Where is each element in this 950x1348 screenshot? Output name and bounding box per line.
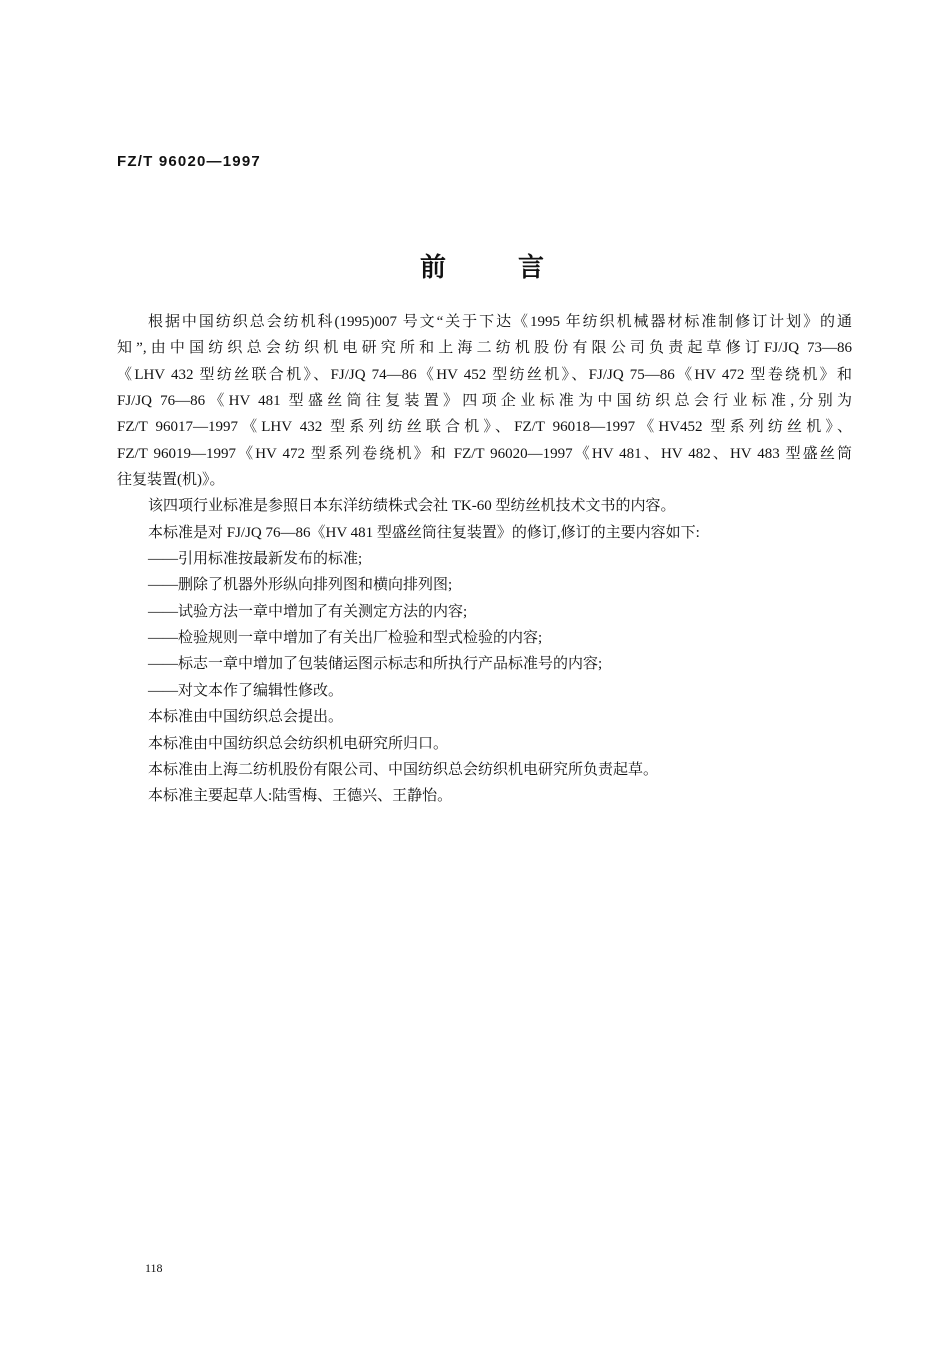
- title-char-qian: 前: [420, 253, 447, 283]
- list-item: ——检验规则一章中增加了有关出厂检验和型式检验的内容;: [148, 630, 543, 647]
- body-line: 往复装置(机)》。: [117, 472, 225, 489]
- body-line: 知”,由中国纺织总会纺织机电研究所和上海二纺机股份有限公司负责起草修订FJ/JQ 73—86: [117, 340, 852, 357]
- body-line: FZ/T 96019—1997《HV 472 型系列卷绕机》和 FZ/T 96020—1997《HV 481、HV 482、HV 483 型盛丝筒: [117, 445, 852, 462]
- foreword-body: [117, 309, 852, 810]
- list-item: ——试验方法一章中增加了有关测定方法的内容;: [148, 603, 468, 620]
- body-line: 本标准是对 FJ/JQ 76—86《HV 481 型盛丝筒往复装置》的修订,修订的主要内容如下:: [148, 524, 700, 541]
- body-line: 本标准由中国纺织总会提出。: [148, 709, 344, 726]
- body-line: 本标准由上海二纺机股份有限公司、中国纺织总会纺织机电研究所负责起草。: [148, 761, 659, 778]
- standard-number: FZ/T 96020—1997: [117, 153, 261, 170]
- body-line: 本标准主要起草人:陆雪梅、王德兴、王静怡。: [148, 788, 453, 805]
- body-line: FJ/JQ 76—86《HV 481 型盛丝筒往复装置》四项企业标准为中国纺织总会行业标准,分别为: [117, 393, 852, 410]
- body-line: FZ/T 96017—1997《LHV 432 型系列纺丝联合机》、FZ/T 96018—1997《HV452 型系列纺丝机》、: [117, 419, 852, 436]
- body-line: 该四项行业标准是参照日本东洋纺绩株式会社 TK-60 型纺丝机技术文书的内容。: [148, 498, 676, 515]
- list-item: ——标志一章中增加了包装储运图示标志和所执行产品标准号的内容;: [148, 656, 603, 673]
- body-line: 《LHV 432 型纺丝联合机》、FJ/JQ 74—86《HV 452 型纺丝机》、FJ/JQ 75—86《HV 472 型卷绕机》和: [117, 366, 852, 383]
- body-line: 本标准由中国纺织总会纺织机电研究所归口。: [148, 735, 449, 752]
- page-number: 118: [145, 1261, 163, 1275]
- list-item: ——引用标准按最新发布的标准;: [148, 551, 363, 568]
- list-item: ——删除了机器外形纵向排列图和横向排列图;: [148, 577, 453, 594]
- list-item: ——对文本作了编辑性修改。: [148, 682, 344, 699]
- title-char-yan: 言: [518, 253, 545, 283]
- body-line: 根据中国纺织总会纺机科(1995)007 号文“关于下达《1995 年纺织机械器材标准制修订计划》的通: [148, 314, 852, 330]
